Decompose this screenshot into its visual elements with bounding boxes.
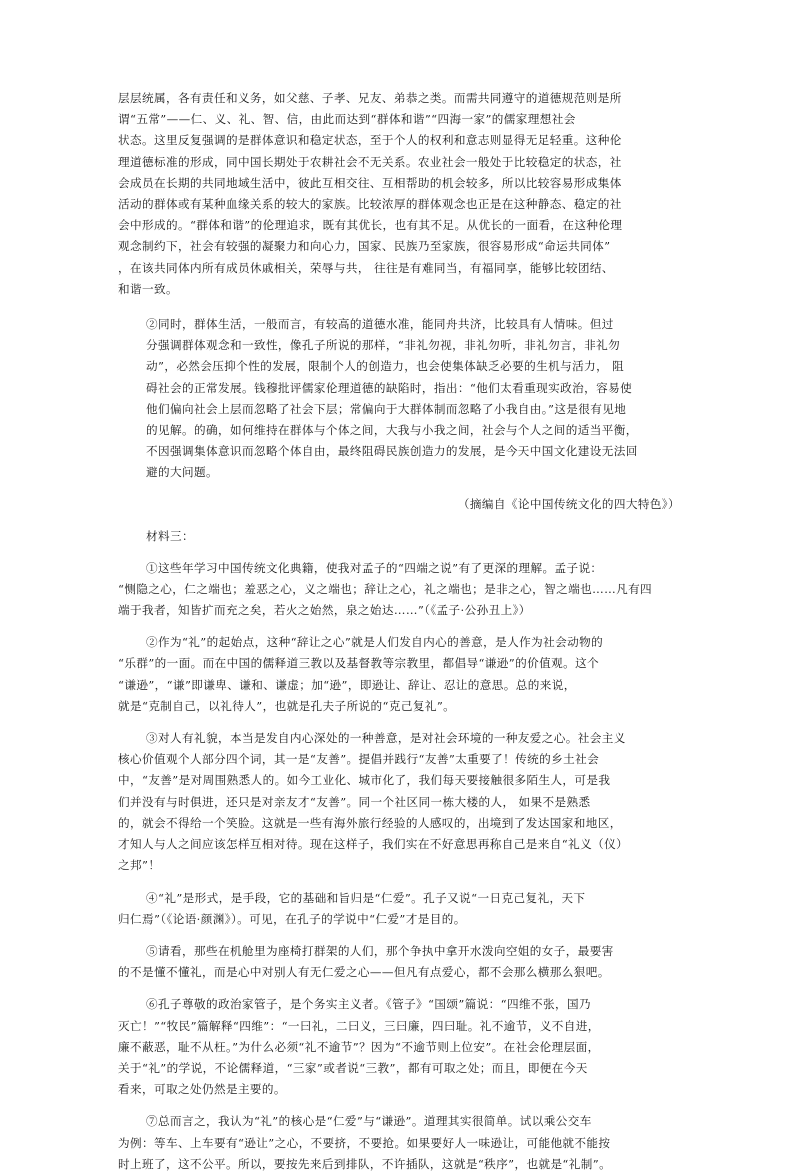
text-line: 关于“礼”的学说，不论儒释道，“三家”或者说“三教”，都有可取之处；而且，即便在今天 [118, 1060, 588, 1075]
material-3-paragraph-1 [118, 558, 680, 622]
text-line: ②同时，群体生活，一般而言，有较高的道德水准，能同舟共济，比较具有人情味。但过 [146, 317, 614, 332]
text-line: 谓“五常”——仁、义、礼、智、信，由此而达到“群体和谐”“四海一家”的儒家理想社会 [118, 112, 576, 127]
text-line: 就是“克制自己，以礼待人”，也就是孔夫子所说的“克己复礼”。 [118, 698, 456, 713]
text-line: 归仁焉”（《论语·颜渊》）。可见，在孔子的学说中“仁爱”才是目的。 [118, 911, 466, 926]
text-line: 分强调群体观念和一致性，像孔子所说的那样，“非礼勿视，非礼勿听，非礼勿言，非礼勿 [146, 338, 621, 353]
text-line: ⑤请看，那些在机舱里为座椅打群架的人们，那个争执中拿开水泼向空姐的女子，最要害 [146, 943, 614, 958]
text-line: 观念制约下，社会有较强的凝聚力和向心力，国家、民族乃至家族，很容易形成“命运共同体” [118, 239, 611, 254]
text-line: 的见解。的确，如何维持在群体与个体之间，大我与小我之间，社会与个人之间的适当平衡， [146, 423, 638, 438]
text-line: 的不是懂不懂礼，而是心中对别人有无仁爱之心——但凡有点爱心，都不会那么横那么狠吧。 [118, 965, 610, 980]
text-line: ⑥孔子尊敬的政治家管子，是个务实主义者。《管子》“国颂”篇说：“四维不张，国乃 [146, 997, 591, 1012]
text-line: 端于我者，知皆扩而充之矣，若火之始然，泉之始达……”（《孟子·公孙丑上》） [118, 603, 531, 618]
text-line: “恻隐之心，仁之端也；羞恶之心，义之端也；辞让之心，礼之端也；是非之心，智之端也……凡有四 [118, 581, 653, 596]
text-line: 灭亡！”“牧民”篇解释“四维”：“一曰礼，二曰义，三曰廉，四曰耻。礼不逾节，义不自进， [118, 1018, 600, 1033]
text-line: 才知人与人之间应该怎样互相对待。现在这样子，我们实在不好意思再称自己是来自“礼义（仪） [118, 837, 629, 852]
text-line: 理道德标准的形成，同中国长期处于农耕社会不无关系。农业社会一般处于比较稳定的状态，社 [118, 154, 622, 169]
material-3-paragraph-7 [118, 1111, 680, 1175]
text-line: 中，“友善”是对周围熟悉人的。如今工业化、城市化了，我们每天要接触很多陌生人，可是我 [118, 773, 611, 788]
text-line: 避的大问题。 [146, 465, 218, 480]
material-3-paragraph-6 [118, 994, 680, 1100]
text-line: ④“礼”是形式，是手段，它的基础和旨归是“仁爱”。孔子又说“一日克己复礼，天下 [146, 890, 586, 905]
document-page [118, 88, 680, 1175]
text-line: “谦逊”，“谦”即谦卑、谦和、谦虚；加“逊”，即逊让、辞让、忍让的意思。总的来说， [118, 677, 576, 692]
text-line: ②作为“礼”的起始点，这种“辞让之心”就是人们发自内心的善意，是人作为社会动物的 [146, 635, 604, 650]
text-line: 和谐一致。 [118, 281, 178, 296]
text-line: ⑦总而言之，我认为“礼”的核心是“仁爱”与“谦逊”。道理其实很简单。试以乘公交车 [146, 1114, 592, 1129]
text-line: 廉不蔽恶，耻不从枉。”为什么必须“礼不逾节”？因为“不逾节则上位安”。在社会伦理层面， [118, 1039, 600, 1054]
text-line: 之邦”！ [118, 858, 161, 873]
text-line: 层层统属，各有责任和义务，如父慈、子孝、兄友、弟恭之类。而需共同遵守的道德规范则是所 [118, 91, 622, 105]
source-citation: （摘编自《论中国传统文化的四大特色》） [457, 496, 680, 511]
material-3-paragraph-2 [118, 632, 680, 717]
text-line: 状态。这里反复强调的是群体意识和稳定状态，至于个人的权利和意志则显得无足轻重。这种伦 [118, 133, 622, 148]
continuation-paragraph [118, 88, 680, 300]
text-line: 碍社会的正常发展。钱穆批评儒家伦理道德的缺陷时，指出：“他们太看重现实政治，容易使 [146, 380, 633, 395]
text-line: 看来，可取之处仍然是主要的。 [118, 1082, 286, 1097]
text-line: “乐群”的一面。而在中国的儒释道三教以及基督教等宗教里，都倡导“谦逊”的价值观。这个 [118, 656, 600, 671]
text-line: 动”，必然会压抑个性的发展，限制个人的创造力，也会使集体缺乏必要的生机与活力， 阻 [146, 359, 625, 374]
text-line: 的，就会不得给一个笑脸。这就是一些有海外旅行经验的人感叹的，出境到了发达国家和地区， [118, 815, 622, 830]
material-3-heading: 材料三： [146, 528, 194, 543]
text-line: 活动的群体或有某种血缘关系的较大的家族。比较浓厚的群体观念也正是在这种静态、稳定的社 [118, 197, 622, 212]
paragraph-2 [118, 314, 680, 484]
text-line: ，在该共同体内所有成员休戚相关，荣辱与共， 往往是有难同当，有福同享，能够比较团结、 [118, 260, 614, 275]
material-3-paragraph-5 [118, 941, 680, 983]
text-line: ③对人有礼貌，本当是发自内心深处的一种善意，是对社会环境的一种友爱之心。社会主义 [146, 731, 626, 746]
text-line: 核心价值观个人部分四个词，其一是“友善”。提倡并践行“友善”太重要了！传统的乡土社会 [118, 752, 600, 767]
text-line: 们并没有与时俱进，还只是对亲友才“友善”。同一个社区同一栋大楼的人， 如果不是熟悉 [118, 794, 591, 809]
text-line: 不因强调集体意识而忽略个体自由，最终阻碍民族创造力的发展，是今天中国文化建设无法回 [146, 444, 638, 459]
text-line: ①这些年学习中国传统文化典籍，使我对孟子的“四端之说”有了更深的理解。孟子说： [146, 560, 603, 575]
text-line: 时上班了，这不公平。所以，要按先来后到排队，不许插队，这就是“秩序”，也就是“礼制”。 [118, 1156, 612, 1171]
material-3-paragraph-4 [118, 888, 680, 930]
text-line: 会中形成的。“群体和谐”的伦理追求，既有其优长，也有其不足。从优长的一面看，在这种伦理 [118, 218, 623, 233]
text-line: 会成员在长期的共同地域生活中，彼此互相交往、互相帮助的机会较多，所以比较容易形成集体 [118, 175, 622, 190]
text-line: 他们偏向社会上层而忽略了社会下层；常偏向于大群体制而忽略了小我自由。”这是很有见地 [146, 401, 627, 416]
text-line: 为例：等车、上车要有“逊让”之心，不要挤，不要抢。如果要好人一味逊让，可能他就不能按 [118, 1135, 611, 1150]
material-3-paragraph-3 [118, 728, 680, 876]
